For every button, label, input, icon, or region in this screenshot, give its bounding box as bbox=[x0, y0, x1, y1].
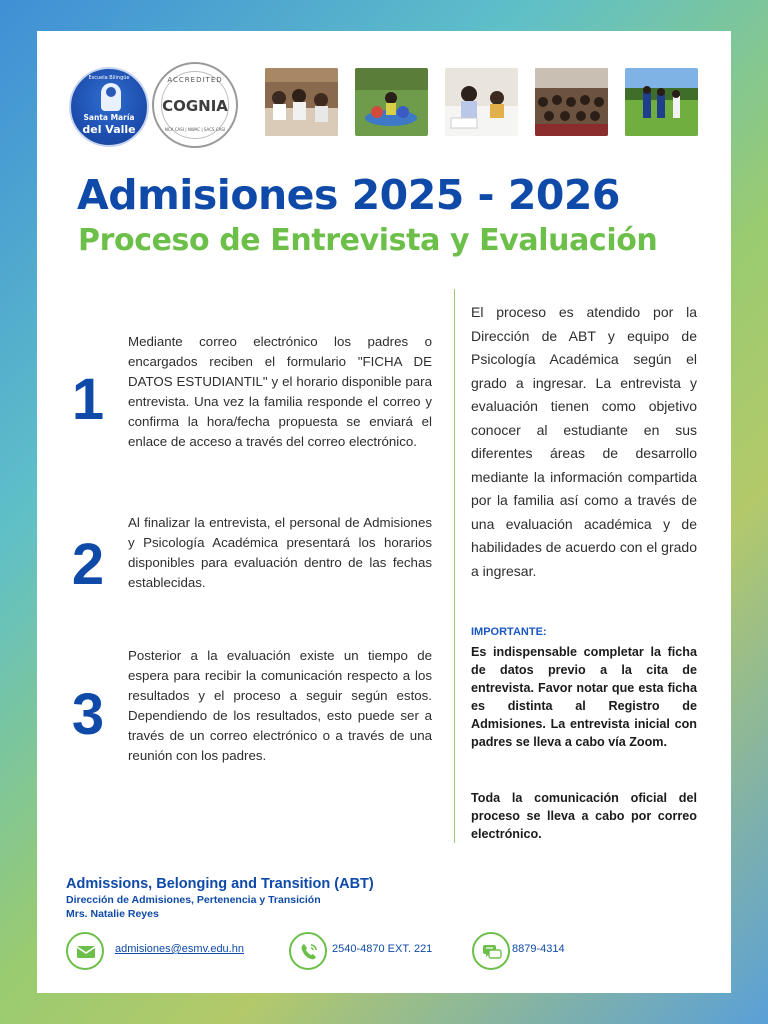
page-subtitle: Proceso de Entrevista y Evaluación bbox=[78, 223, 658, 258]
photo-kids-playing bbox=[355, 68, 428, 136]
footer-contact-name: Mrs. Natalie Reyes bbox=[66, 908, 159, 920]
step-2-number: 2 bbox=[71, 532, 105, 597]
column-divider bbox=[454, 289, 455, 843]
step-3-text: Posterior a la evaluación existe un tiempo de espera para recibir la comunicación respecto a los resultados y el proceso a seguir según estos. Dependiendo de los resultados, esto puede ser a través de un correo electrónico o a través de una reunión con los padres. bbox=[128, 648, 432, 763]
cognia-text: COGNIA bbox=[162, 97, 228, 115]
whatsapp-number[interactable]: 8879-4314 bbox=[512, 943, 565, 955]
important-text: Es indispensable completar la ficha de datos previo a la cita de entrevista. Favor notar que esta ficha es distinta al Registro de Admisiones. La entrevista inicial con padres se lleva a cabo vía Zoom. bbox=[471, 645, 697, 749]
school-logo-name-1: Santa María bbox=[83, 113, 135, 122]
step-2-text: Al finalizar la entrevista, el personal de Admisiones y Psicología Académica presentará los horarios disponibles para evaluación dentro de las fechas establecidas. bbox=[128, 515, 432, 590]
photo-auditorium bbox=[535, 68, 608, 136]
school-logo bbox=[69, 67, 149, 147]
virgin-mary-icon bbox=[101, 83, 121, 111]
step-1-text: Mediante correo electrónico los padres o encargados reciben el formulario "FICHA DE DATOS ESTUDIANTIL" y el horario disponible para entrevista. Una vez la familia responde el correo y confirma la hora/fecha propuesta se enviará el enlace de acceso a través del correo electrónico. bbox=[128, 334, 432, 449]
email-link[interactable]: admisiones@esmv.edu.hn bbox=[115, 943, 244, 955]
school-logo-tagline: Escuela Bilingüe bbox=[88, 75, 130, 81]
chat-icon bbox=[472, 932, 510, 970]
phone-icon bbox=[289, 932, 327, 970]
cognia-subtext: NCA CASI | NWAC | SACS CASI bbox=[164, 127, 226, 132]
flyer-page bbox=[37, 31, 731, 993]
email-icon bbox=[66, 932, 104, 970]
footer-department-title: Admissions, Belonging and Transition (ABT) bbox=[66, 876, 374, 892]
step-1-number: 1 bbox=[71, 367, 105, 432]
communication-text: Toda la comunicación oficial del proceso se lleva a cabo por correo electrónico. bbox=[471, 791, 697, 841]
step-3-number: 3 bbox=[71, 682, 105, 747]
school-logo-name-2: del Valle bbox=[82, 123, 136, 136]
photo-student-desk bbox=[445, 68, 518, 136]
cognia-accreditation-seal bbox=[152, 62, 238, 148]
photo-outdoor-group bbox=[625, 68, 698, 136]
footer-department-subtitle: Dirección de Admisiones, Pertenencia y Transición bbox=[66, 894, 321, 906]
photo-classroom-students bbox=[265, 68, 338, 136]
process-description: El proceso es atendido por la Dirección de ABT y equipo de Psicología Académica según el grado a ingresar. La entrevista y evaluación tienen como objetivo conocer al estudiante en sus diferentes áreas de desarrollo mediante la información compartida por la familia así como a través de una evaluación académica y de habilidades de acuerdo con el grado a ingresar. bbox=[471, 304, 697, 579]
important-label: IMPORTANTE: bbox=[471, 626, 547, 638]
phone-number[interactable]: 2540-4870 EXT. 221 bbox=[332, 943, 433, 955]
accredited-text: ACCREDITED bbox=[167, 76, 223, 84]
page-title: Admisiones 2025 - 2026 bbox=[77, 171, 620, 219]
